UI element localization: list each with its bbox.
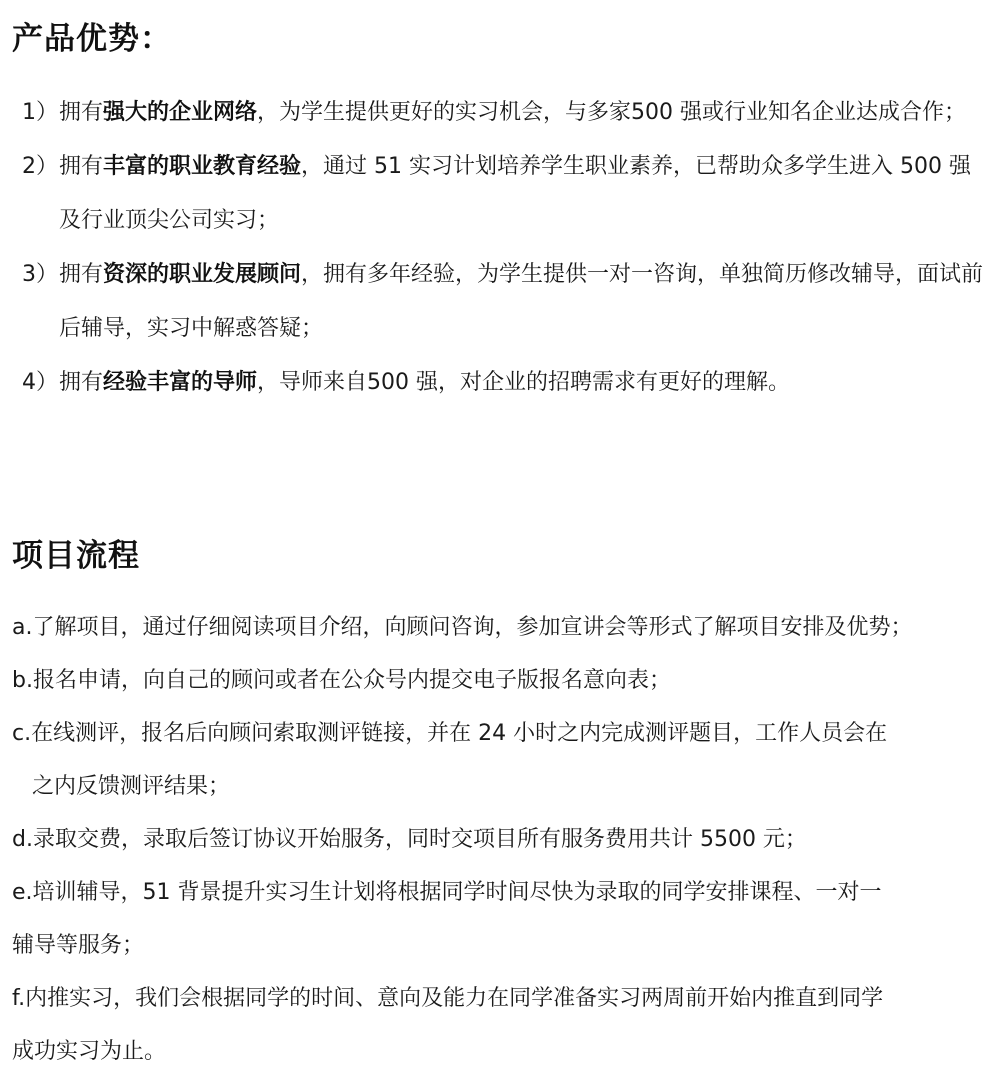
process-step-text: c.在线测评，报名后向顾问索取测评链接，并在 24 小时之内完成测评题目，工作人员会在: [12, 721, 888, 746]
advantage-prefix: 拥有: [59, 100, 104, 125]
advantage-highlight: 丰富的职业教育经验: [103, 154, 302, 179]
advantage-text: ，拥有多年经验，为学生提供一对一咨询，单独简历修改辅导，面试前后辅导，实习中解惑答疑；: [59, 262, 984, 341]
process-step-continuation: 之内反馈测评结果；: [32, 774, 231, 799]
process-heading: 项目流程: [12, 538, 140, 574]
process-step-text: e.培训辅导，51 背景提升实习生计划将根据同学时间尽快为录取的同学安排课程、一对一: [12, 880, 882, 905]
process-step-continuation: 成功实习为止。: [12, 1039, 167, 1064]
advantages-heading: 产品优势：: [12, 21, 172, 57]
advantage-number: 1）: [22, 100, 58, 125]
advantage-item: [0, 86, 1000, 140]
process-step-text: f.内推实习，我们会根据同学的时间、意向及能力在同学准备实习两周前开始内推直到同学: [12, 986, 884, 1011]
process-list: [0, 601, 1000, 1078]
advantage-item: [0, 356, 1000, 410]
process-step: [0, 866, 1000, 972]
advantage-highlight: 经验丰富的导师: [103, 370, 258, 395]
advantage-highlight: 资深的职业发展顾问: [103, 262, 302, 287]
process-step-text: a.了解项目，通过仔细阅读项目介绍，向顾问咨询，参加宣讲会等形式了解项目安排及优势；: [12, 615, 913, 640]
advantage-item: [0, 140, 1000, 248]
advantage-prefix: 拥有: [59, 154, 104, 179]
advantage-text: ，通过 51 实习计划培养学生职业素养，已帮助众多学生进入 500 强及行业顶尖公司实习；: [59, 154, 971, 233]
process-step: [0, 972, 1000, 1078]
advantage-text: ，为学生提供更好的实习机会，与多家500 强或行业知名企业达成合作；: [257, 100, 967, 125]
advantage-number: 2）: [22, 154, 58, 179]
advantage-prefix: 拥有: [59, 262, 104, 287]
advantage-prefix: 拥有: [59, 370, 104, 395]
process-step-text: d.录取交费，录取后签订协议开始服务，同时交项目所有服务费用共计 5500 元；: [12, 827, 807, 852]
process-step: [0, 813, 1000, 866]
process-step-text: b.报名申请，向自己的顾问或者在公众号内提交电子版报名意向表；: [12, 668, 671, 693]
process-step-continuation: 辅导等服务；: [12, 933, 145, 958]
advantage-text: ，导师来自500 强，对企业的招聘需求有更好的理解。: [257, 370, 791, 395]
advantage-item: [0, 248, 1000, 356]
advantage-number: 4）: [22, 370, 58, 395]
process-step: [0, 601, 1000, 654]
advantage-number: 3）: [22, 262, 58, 287]
advantages-list: [0, 86, 1000, 410]
advantage-highlight: 强大的企业网络: [103, 100, 258, 125]
process-step: [0, 707, 1000, 813]
process-step: [0, 654, 1000, 707]
